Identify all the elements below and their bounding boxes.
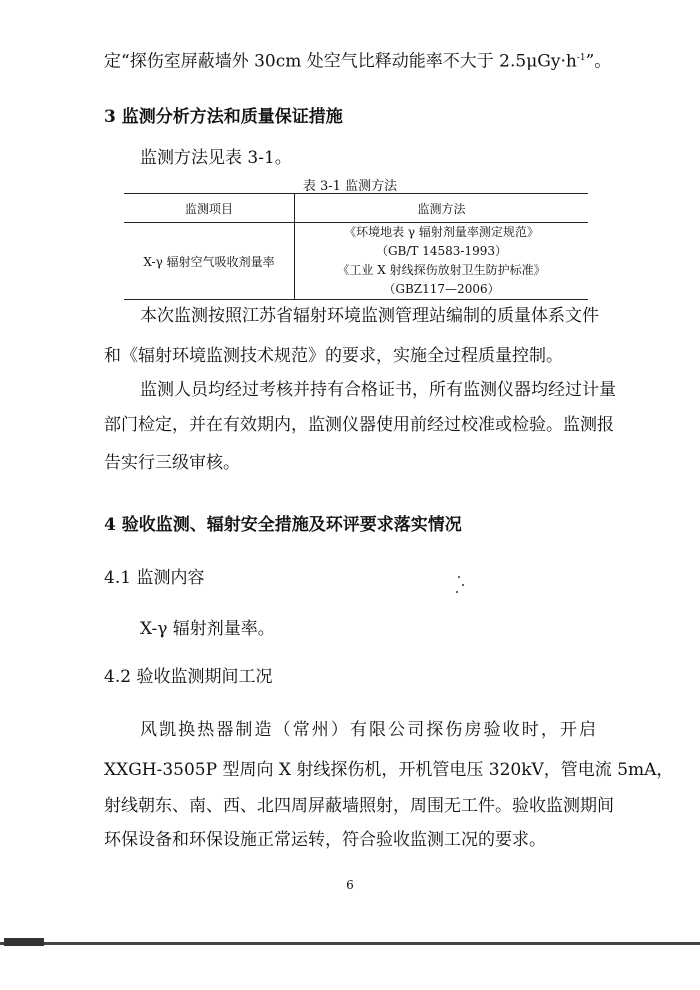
conditions-paragraph-line: 射线朝东、南、西、北四周屏蔽墙照射，周围无工件。验收监测期间 — [104, 796, 614, 816]
section-3-intro: 监测方法见表 3-1。 — [140, 148, 292, 168]
qa-paragraph-line: 本次监测按照江苏省辐射环境监测管理站编制的质量体系文件 — [140, 306, 599, 326]
method-standard-2-code: （GBZ117—2006） — [383, 282, 500, 296]
method-standard-1: 《环境地表 γ 辐射剂量率测定规范》 — [344, 225, 539, 239]
staff-paragraph-line: 监测人员均经过考核并持有合格证书，所有监测仪器均经过计量 — [140, 380, 616, 400]
qa-paragraph-line: 和《辐射环境监测技术规范》的要求，实施全过程质量控制。 — [104, 346, 563, 366]
top-paragraph-closing: ”。 — [585, 51, 612, 72]
top-paragraph-line — [104, 47, 611, 73]
scan-bottom-edge — [0, 942, 700, 945]
table-header-method: 监测方法 — [295, 194, 589, 223]
conditions-paragraph-line: 风凯换热器制造（常州）有限公司探伤房验收时，开启 — [140, 720, 596, 740]
conditions-paragraph-line: XXGH-3505P 型周向 X 射线探伤机，开机管电压 320kV，管电流 5mA， — [104, 760, 674, 780]
table-header-item: 监测项目 — [124, 194, 295, 223]
scan-speck — [456, 591, 458, 593]
unit-superscript: -1 — [576, 53, 586, 63]
method-standard-1-code: （GB/T 14583-1993） — [375, 244, 508, 258]
scan-speck — [458, 576, 460, 578]
scan-corner-mark — [4, 938, 44, 946]
top-paragraph-text: 定“探伤室屏蔽墙外 30cm 处空气比释动能率不大于 2.5μGy·h — [104, 51, 577, 72]
table-cell-methods — [295, 223, 589, 300]
subsection-4-1-heading: 4.1 监测内容 — [104, 568, 205, 588]
table-caption: 表 3-1 监测方法 — [302, 179, 398, 194]
table-row — [124, 223, 588, 300]
staff-paragraph-line: 部门检定，并在有效期内，监测仪器使用前经过校准或检验。监测报 — [104, 415, 614, 435]
subsection-4-1-text: X-γ 辐射剂量率。 — [140, 619, 275, 639]
scan-speck — [462, 584, 464, 586]
subsection-4-2-heading: 4.2 验收监测期间工况 — [104, 667, 273, 687]
conditions-paragraph-line: 环保设备和环保设施正常运转，符合验收监测工况的要求。 — [104, 830, 546, 850]
section-4-heading: 4 验收监测、辐射安全措施及环评要求落实情况 — [104, 515, 462, 535]
section-3-heading: 3 监测分析方法和质量保证措施 — [104, 107, 343, 127]
staff-paragraph-line: 告实行三级审核。 — [104, 453, 240, 473]
method-standard-2: 《工业 X 射线探伤放射卫生防护标准》 — [337, 263, 546, 277]
table-cell-item: X-γ 辐射空气吸收剂量率 — [124, 223, 295, 300]
monitoring-method-table — [124, 193, 588, 300]
table-header-row — [124, 194, 588, 223]
page-number: 6 — [346, 878, 354, 892]
